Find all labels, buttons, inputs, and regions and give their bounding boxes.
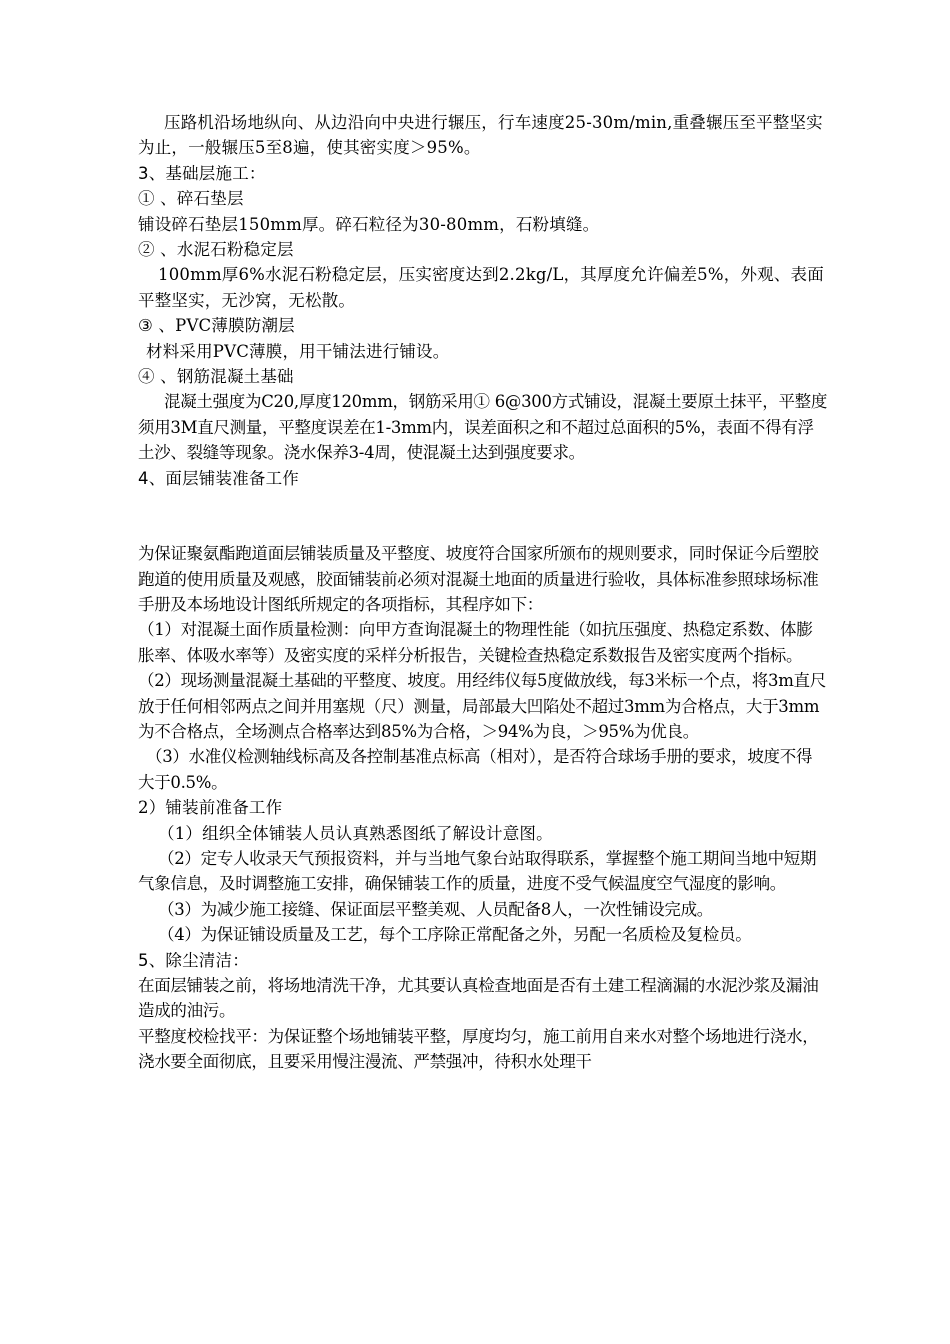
section-heading-cleaning: 5、除尘清洁：: [138, 950, 249, 970]
paragraph-concrete-inspection: （1）对混凝土面作质量检测：向甲方查询混凝土的物理性能（如抗压强度、热稳定系数、体膨胀率、体吸水率等）及密实度的采样分析报告，关键检查热稳定系数报告及密实度两个指标。: [138, 620, 813, 665]
document-body: [138, 110, 828, 1075]
paragraph-level-check: （3）水准仪检测轴线标高及各控制基准点标高（相对），是否符合球场手册的要求，坡度不得大于0.5%。: [138, 747, 813, 792]
subheading-cement-layer: ② 、水泥石粉稳定层: [138, 240, 294, 260]
subheading-pvc-layer: ③ 、PVC薄膜防潮层: [138, 316, 295, 336]
paragraph-cement-layer: 100mm厚6%水泥石粉稳定层，压实密度达到2.2kg/L，其厚度允许偏差5%，外观、表面平整坚实，无沙窝，无松散。: [138, 265, 824, 310]
paragraph-surface-intro: 为保证聚氨酯跑道面层铺装质量及平整度、坡度符合国家所颁布的规则要求，同时保证今后塑胶跑道的使用质量及观感，胶面铺装前必须对混凝土地面的质量进行验收，具体标准参照球场标准手册及本场地设计图纸所规定的各项指标，其程序如下：: [138, 544, 819, 614]
paragraph-site-cleaning: 在面层铺装之前，将场地清洗干净，尤其要认真检查地面是否有土建工程滴漏的水泥沙浆及漏油造成的油污。: [138, 976, 819, 1021]
paragraph-compaction: 压路机沿场地纵向、从边沿向中央进行辗压，行车速度25-30m/min,重叠辗压至平整坚实为止，一般辗压5至8遍，使其密实度＞95%。: [138, 113, 823, 158]
paragraph-concrete-base: 混凝土强度为C20,厚度120mm，钢筋采用① 6@300方式铺设，混凝土要原土抹平，平整度须用3M直尺测量，平整度误差在1-3mm内，误差面积之和不超过总面积的5%，表面不得有浮土沙、裂缝等现象。浇水保养3-4周，使混凝土达到强度要求。: [138, 392, 828, 463]
paragraph-leveling-check: 平整度校检找平：为保证整个场地铺装平整，厚度均匀，施工前用自来水对整个场地进行浇水，浇水要全面彻底，且要采用慢注漫流、严禁强冲，待积水处理干: [138, 1026, 819, 1072]
subheading-gravel-layer: ① 、碎石垫层: [138, 189, 244, 209]
paragraph-flatness-measurement: （2）现场测量混凝土基础的平整度、坡度。用经纬仪每5度做放线，每3米标一个点，将3m直尺放于任何相邻两点之间并用塞规（尺）测量，局部最大凹陷处不超过3mm为合格点，大于3mm为不合格点，全场测点合格率达到85%为合格，＞94%为良，＞95%为优良。: [138, 671, 826, 741]
subheading-pre-paving: 2）铺装前准备工作: [138, 798, 283, 818]
section-heading-surface-prep: 4、面层铺装准备工作: [138, 468, 299, 488]
paragraph-quality-inspector: （4）为保证铺设质量及工艺，每个工序除正常配备之外，另配一名质检及复检员。: [158, 925, 752, 945]
spacer: [138, 491, 828, 541]
paragraph-staffing: （3）为减少施工接缝、保证面层平整美观、人员配备8人，一次性铺设完成。: [158, 899, 713, 919]
paragraph-pvc-layer: 材料采用PVC薄膜，用干铺法进行铺设。: [146, 341, 450, 361]
paragraph-weather-monitoring: （2）定专人收录天气预报资料，并与当地气象台站取得联系，掌握整个施工期间当地中短期气象信息，及时调整施工安排，确保铺装工作的质量，进度不受气候温度空气湿度的影响。: [138, 848, 817, 894]
paragraph-gravel-layer: 铺设碎石垫层150mm厚。碎石粒径为30-80mm，石粉填缝。: [138, 214, 600, 234]
section-heading-foundation: 3、基础层施工：: [138, 163, 266, 183]
paragraph-staff-training: （1）组织全体铺装人员认真熟悉图纸了解设计意图。: [158, 823, 553, 843]
subheading-concrete-base: ④ 、钢筋混凝土基础: [138, 367, 294, 387]
